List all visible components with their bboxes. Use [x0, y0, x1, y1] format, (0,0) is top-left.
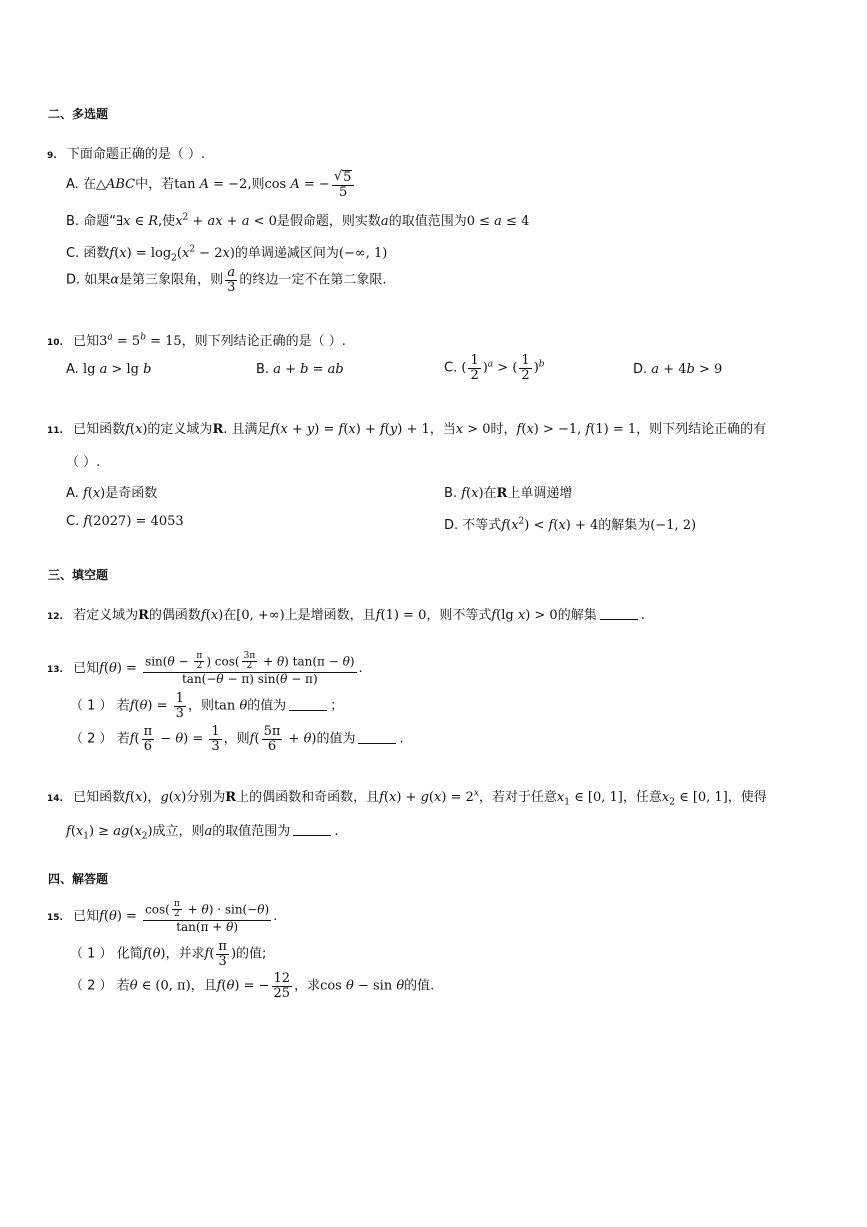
answer-blank	[289, 710, 327, 711]
question-15-stem: 15. 已知f(θ) = cos( $\frac{\pi}{2}$ + θ) · sin(−θ) tan(π + θ) .	[47, 899, 278, 934]
question-13-stem: 13. 已知f(θ) = sin(θ − $\frac{\pi}{2}$ ) cos( $\frac{3\pi}{2}$ + θ) tan(π − θ) tan(−θ − π) sin(θ − π) .	[47, 651, 363, 686]
q9-option-b: B. 命题“∃x ∈ R,使$x^2$ + ax + a < 0是假命题，则实数a的取值范围为0 ≤ a ≤ 4	[66, 212, 530, 229]
q11-option-c: C. f(2027) = 4053	[66, 514, 184, 529]
question-number: 9.	[47, 151, 57, 161]
q11-option-b: B. f(x)在R上单调递增	[444, 486, 573, 501]
q10-option-d: D. a + 4b > 9	[633, 362, 723, 377]
section-heading-multiple-choice: 二、多选题	[48, 107, 109, 121]
q9-option-d: D. 如果α是第三象限角，则 $\frac{a}{3}$ 的终边一定不在第二象限.	[66, 265, 387, 295]
question-12: 12. 若定义域为R的偶函数f(x)在[0, +∞)上是增函数，且f(1) = 0，则不等式f(lg x) > 0的解集 .	[47, 608, 645, 623]
question-10-stem: 10. 已知$3^a = 5^b = 15$，则下列结论正确的是（ ）.	[47, 332, 346, 349]
answer-blank	[600, 619, 638, 620]
question-15-part-2: （ 2 ） 若θ ∈ (0, π)，且f(θ) = − $\frac{12}{25}$ ，求cos θ − sin θ的值.	[70, 971, 435, 1001]
section-heading-free-response: 四、解答题	[48, 872, 109, 886]
answer-blank	[358, 743, 396, 744]
answer-blank	[293, 835, 331, 836]
question-14: 14. 已知函数f(x)，g(x)分别为R上的偶函数和奇函数，且$f(x) + g(x) = 2^x$，若对于任意$x_1$ ∈ [0, 1]，任意$x_2$ ∈ [0, 1]，使得	[47, 788, 767, 808]
q10-option-a: A. lg a > lg b	[66, 362, 152, 377]
question-14-cont: $f(x_1) \ge ag(x_2)$成立，则a的取值范围为 .	[66, 824, 339, 842]
question-13-part-1: （ 1 ） 若f(θ) = $\frac{1}{3}$ ，则tan θ的值为 ；	[70, 691, 344, 721]
question-11-stem-cont: （ ）.	[66, 455, 101, 470]
section-heading-fill-in: 三、填空题	[48, 568, 109, 582]
q9-option-a: A. 在△ABC中，若tan A = −2,则cos A = − √ 5 5	[66, 170, 356, 199]
q10-option-c: C. ( $\frac{1}{2}$ )$^a$ > ( $\frac{1}{2}$ )$^b$	[444, 353, 545, 383]
question-9-stem: 9. 下面命题正确的是（ ）.	[47, 147, 206, 162]
q10-option-b: B. a + b = ab	[256, 362, 344, 377]
question-13-part-2: （ 2 ） 若f( $\frac{\pi}{6}$ − θ) = $\frac{1}{3}$ ，则f( $\frac{5\pi}{6}$ + θ)的值为 .	[70, 724, 404, 754]
q11-option-a: A. f(x)是奇函数	[66, 486, 158, 501]
q9-option-c: C. 函数$f(x) = \log_2(x^2 - 2x)$的单调递减区间为(−∞, 1)	[66, 244, 388, 264]
question-15-part-1: （ 1 ） 化简f(θ)，并求f( $\frac{\pi}{3}$ )的值;	[70, 939, 267, 969]
question-11-stem: 11. 已知函数f(x)的定义域为R. 且满足f(x + y) = f(x) + f(y) + 1，当x > 0时，f(x) > −1, f(1) = 1，则下列结论正确的有	[47, 422, 767, 437]
q11-option-d: D. 不等式$f(x^2) < f(x) + 4$的解集为(−1, 2)	[444, 516, 697, 533]
